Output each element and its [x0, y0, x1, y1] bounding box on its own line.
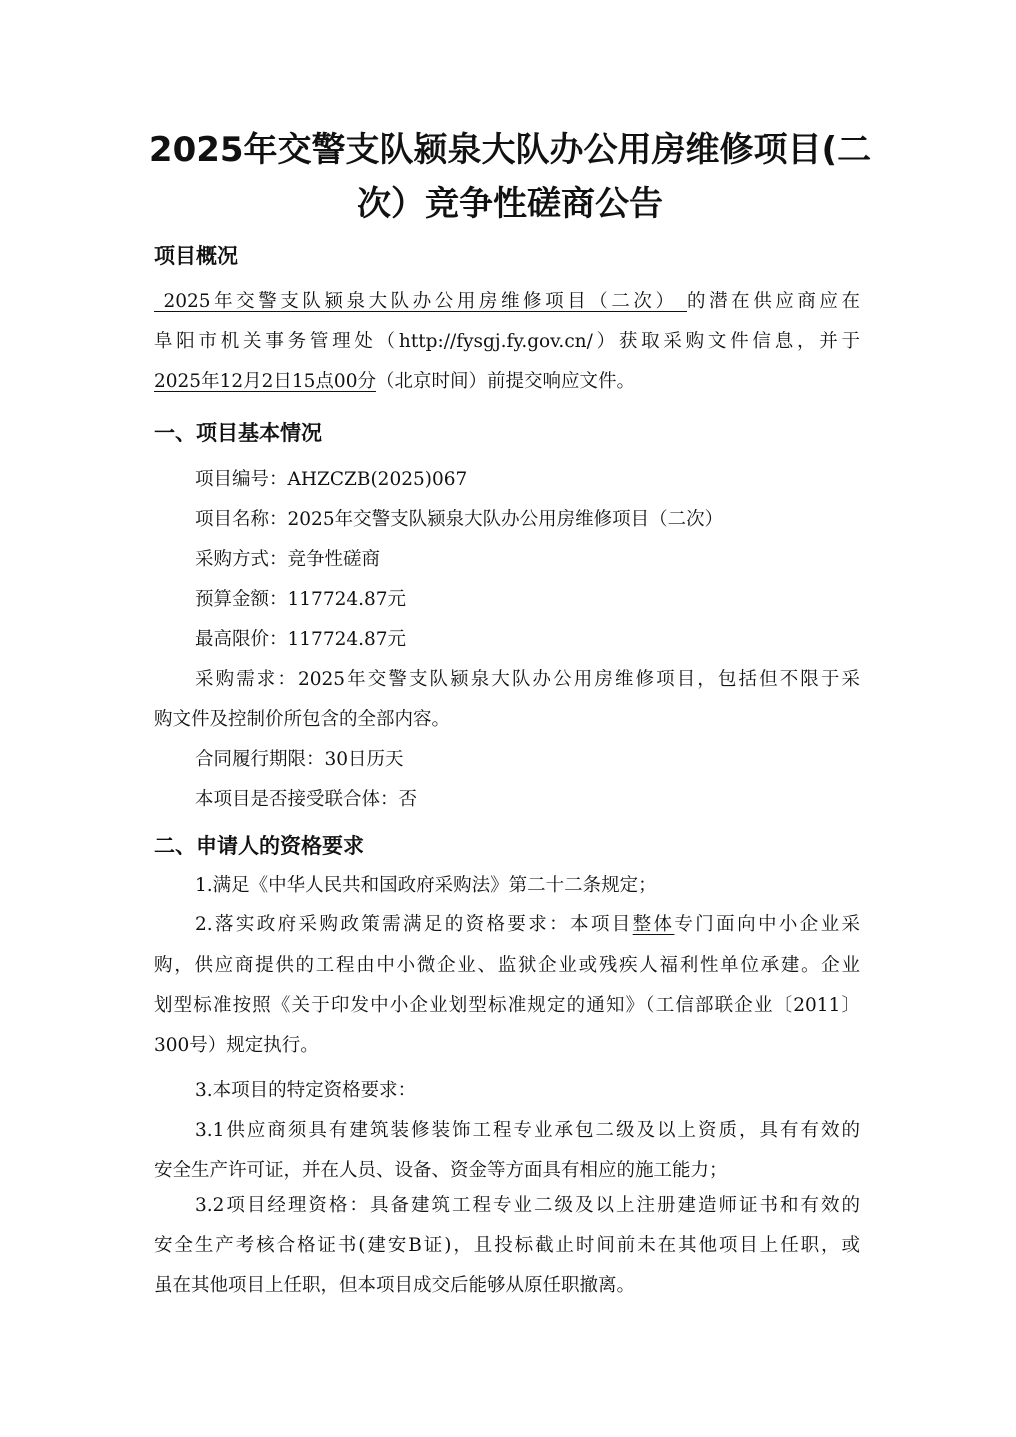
overview-deadline: 2025年12月2日15点00分	[154, 371, 376, 392]
requirement-1: 1.满足《中华人民共和国政府采购法》第二十二条规定；	[195, 875, 657, 896]
requirement-3-2-line1: 3.2项目经理资格：具备建筑工程专业二级及以上注册建造师证书和有效的	[195, 1195, 860, 1216]
contract-period-label: 合同履行期限：	[195, 749, 325, 770]
max-price-label: 最高限价：	[195, 629, 288, 650]
procurement-method	[195, 547, 380, 573]
requirement-3-2-line2: 安全生产考核合格证书(建安B证)，且投标截止时间前未在其他项目上任职，或	[154, 1235, 860, 1256]
document-title-line1: 2025年交警支队颍泉大队办公用房维修项目(二	[148, 130, 872, 170]
requirement-2-line2: 购，供应商提供的工程由中小微企业、监狱企业或残疾人福利性单位承建。企业	[154, 955, 860, 976]
consortium-value: 否	[398, 789, 418, 810]
contract-period	[195, 747, 404, 773]
overview-paragraph-line3	[154, 369, 635, 395]
consortium-label: 本项目是否接受联合体：	[195, 789, 399, 810]
max-price	[195, 627, 406, 653]
requirement-3: 3.本项目的特定资格要求：	[195, 1080, 417, 1101]
contract-period-value: 30日历天	[324, 749, 404, 770]
budget-amount-label: 预算金额：	[195, 589, 288, 610]
procurement-demand-line1: 采购需求：2025年交警支队颍泉大队办公用房维修项目，包括但不限于采	[195, 669, 860, 690]
overview-line3-rest: （北京时间）前提交响应文件。	[375, 371, 635, 392]
project-name-value: 2025年交警支队颍泉大队办公用房维修项目（二次）	[287, 509, 724, 530]
project-number	[195, 467, 467, 493]
requirement-3-1-line2: 安全生产许可证，并在人员、设备、资金等方面具有相应的施工能力；	[154, 1160, 728, 1181]
requirement-3-2-line3: 虽在其他项目上任职，但本项目成交后能够从原任职撤离。	[154, 1275, 636, 1296]
consortium-accepted	[195, 787, 417, 813]
project-number-value: AHZCZB(2025)067	[287, 469, 468, 490]
section1-heading: 一、项目基本情况	[154, 421, 322, 445]
requirement-3-1-line1: 3.1供应商须具有建筑装修装饰工程专业承包二级及以上资质，具有有效的	[195, 1120, 860, 1141]
project-name	[195, 507, 723, 533]
procurement-method-label: 采购方式：	[195, 549, 288, 570]
overview-paragraph-line2: 阜阳市机关事务管理处（http://fysgj.fy.gov.cn/）获取采购文件信息，并于	[154, 331, 860, 352]
section2-heading: 二、申请人的资格要求	[154, 834, 364, 858]
document-title-line2: 次）竞争性磋商公告	[357, 184, 663, 224]
overview-heading: 项目概况	[154, 244, 238, 268]
budget-amount-value: 117724.87元	[287, 589, 407, 610]
procurement-method-value: 竞争性磋商	[287, 549, 381, 570]
requirement-2-whole-underlined: 整体	[632, 914, 675, 935]
project-number-label: 项目编号：	[195, 469, 288, 490]
procurement-demand-line2: 购文件及控制价所包含的全部内容。	[154, 709, 451, 730]
requirement-2-line1	[195, 912, 860, 938]
overview-line1-rest: 的潜在供应商应在	[687, 291, 860, 312]
max-price-value: 117724.87元	[287, 629, 407, 650]
overview-paragraph-line1	[154, 289, 860, 315]
budget-amount	[195, 587, 406, 613]
project-name-label: 项目名称：	[195, 509, 288, 530]
requirement-2-line1-b: 专门面向中小企业采	[674, 914, 860, 935]
overview-project-name: 2025年交警支队颍泉大队办公用房维修项目（二次）	[154, 291, 687, 312]
requirement-2-line4: 300号）规定执行。	[154, 1035, 319, 1056]
requirement-2-line3: 划型标准按照《关于印发中小企业划型标准规定的通知》（工信部联企业〔2011〕	[154, 995, 860, 1016]
requirement-2-line1-a: 2.落实政府采购政策需满足的资格要求：本项目	[195, 914, 633, 935]
